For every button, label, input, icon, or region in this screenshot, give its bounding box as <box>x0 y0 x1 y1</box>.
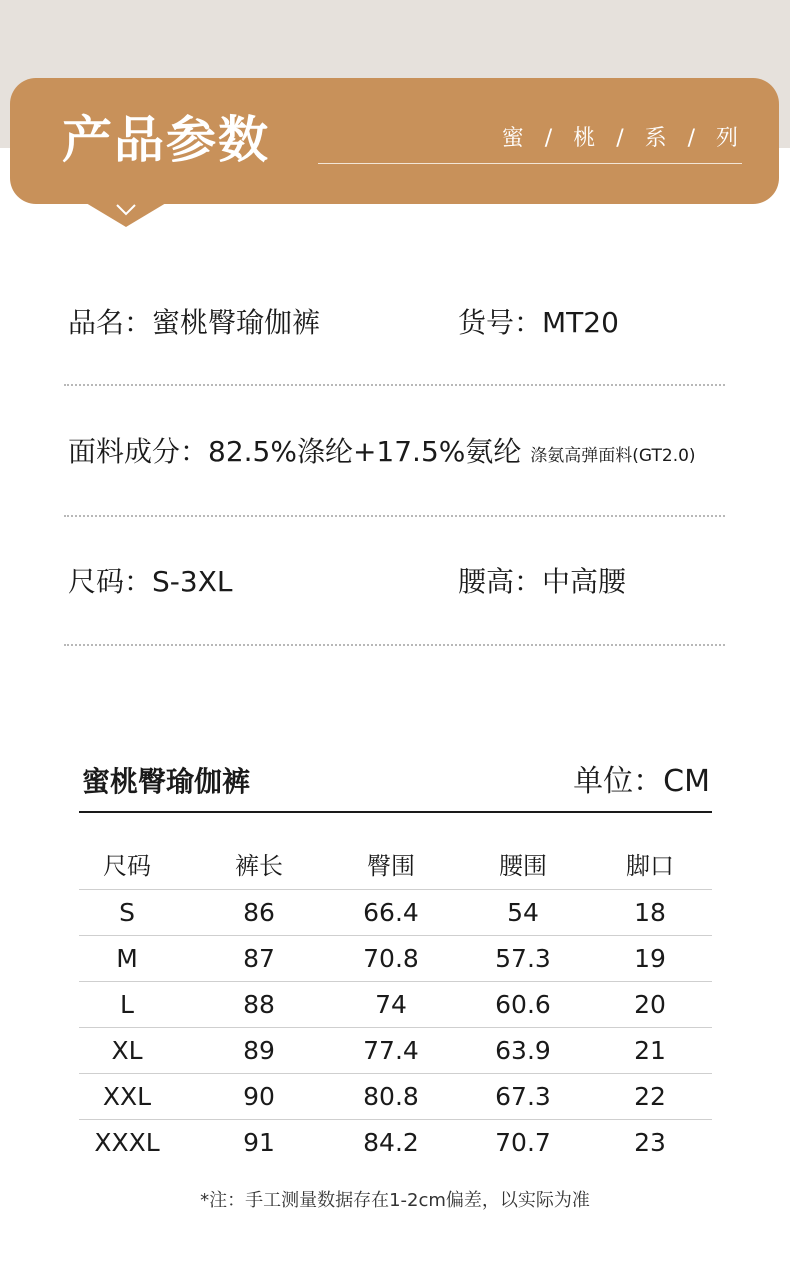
table-row <box>60 982 712 1028</box>
table-cell: 90 <box>194 1074 324 1120</box>
column-header: 脚口 <box>588 844 712 890</box>
table-row <box>60 1074 712 1120</box>
table-cell: 60.6 <box>458 982 588 1028</box>
spec-fabric-value: 82.5%涤纶+17.5%氨纶 <box>208 435 522 468</box>
table-edge-mask <box>60 844 79 1164</box>
table-cell: 86 <box>194 890 324 936</box>
table-cell: 91 <box>243 1128 275 1157</box>
table-cell: 63.9 <box>458 1028 588 1074</box>
spec-name-value: 蜜桃臀瑜伽裤 <box>152 306 321 339</box>
footnote: *注：手工测量数据存在1-2cm偏差，以实际为准 <box>200 1190 590 1211</box>
table-divider <box>79 811 712 813</box>
table-row <box>60 1120 712 1166</box>
spec-size-label: 尺码： <box>68 565 153 598</box>
spec-name-label: 品名： <box>68 306 153 339</box>
spec-waist <box>458 562 626 602</box>
column-header: 臀围 <box>324 844 458 890</box>
page-title: 产品参数 <box>62 111 270 169</box>
table-cell: 80.8 <box>324 1074 458 1120</box>
spec-name <box>68 303 320 343</box>
table-cell: XL <box>60 1028 194 1074</box>
banner-divider <box>318 163 742 164</box>
table-cell: 54 <box>458 890 588 936</box>
size-table-unit: 单位：CM <box>573 764 710 799</box>
spec-sku-label: 货号： <box>458 306 543 339</box>
table-row <box>60 1028 712 1074</box>
table-cell: 84.2 <box>363 1128 419 1157</box>
table-cell: 70.7 <box>495 1128 551 1157</box>
table-cell: 21 <box>588 1028 712 1074</box>
spec-fabric <box>68 432 696 476</box>
table-cell: 89 <box>194 1028 324 1074</box>
table-row <box>60 936 712 982</box>
table-cell: S <box>60 890 194 936</box>
table-cell: 74 <box>324 982 458 1028</box>
table-cell: 88 <box>194 982 324 1028</box>
series-label: 蜜 / 桃 / 系 / 列 <box>501 126 740 151</box>
column-header: 尺码 <box>60 844 194 890</box>
table-cell: 77.4 <box>324 1028 458 1074</box>
table-cell: 57.3 <box>458 936 588 982</box>
table-cell: L <box>60 982 194 1028</box>
spec-size <box>68 562 233 602</box>
table-cell: 66.4 <box>324 890 458 936</box>
spec-fabric-note: 涤氨高弹面料(GT2.0) <box>530 446 696 466</box>
table-cell: XXL <box>60 1074 194 1120</box>
spec-waist-label: 腰高： <box>458 565 543 598</box>
table-cell: 18 <box>588 890 712 936</box>
table-cell: 23 <box>634 1128 666 1157</box>
table-header-row <box>60 844 712 890</box>
column-header: 裤长 <box>194 844 324 890</box>
size-table <box>60 844 712 1165</box>
chevron-down-icon <box>115 203 137 217</box>
spec-waist-value: 中高腰 <box>542 565 627 598</box>
spec-sku <box>458 303 619 343</box>
size-table-title: 蜜桃臀瑜伽裤 <box>82 765 251 798</box>
table-cell: 67.3 <box>458 1074 588 1120</box>
table-cell: 22 <box>588 1074 712 1120</box>
spec-fabric-label: 面料成分： <box>68 435 209 468</box>
table-row <box>60 890 712 936</box>
dotted-divider <box>64 384 725 386</box>
table-cell: XXXL <box>94 1128 160 1157</box>
table-cell: M <box>60 936 194 982</box>
spec-size-value: S-3XL <box>152 565 233 598</box>
column-header: 腰围 <box>458 844 588 890</box>
table-cell: 20 <box>588 982 712 1028</box>
table-cell: 70.8 <box>324 936 458 982</box>
spec-sku-value: MT20 <box>542 306 619 339</box>
dotted-divider <box>64 644 725 646</box>
dotted-divider <box>64 515 725 517</box>
table-cell: 19 <box>588 936 712 982</box>
table-cell: 87 <box>194 936 324 982</box>
